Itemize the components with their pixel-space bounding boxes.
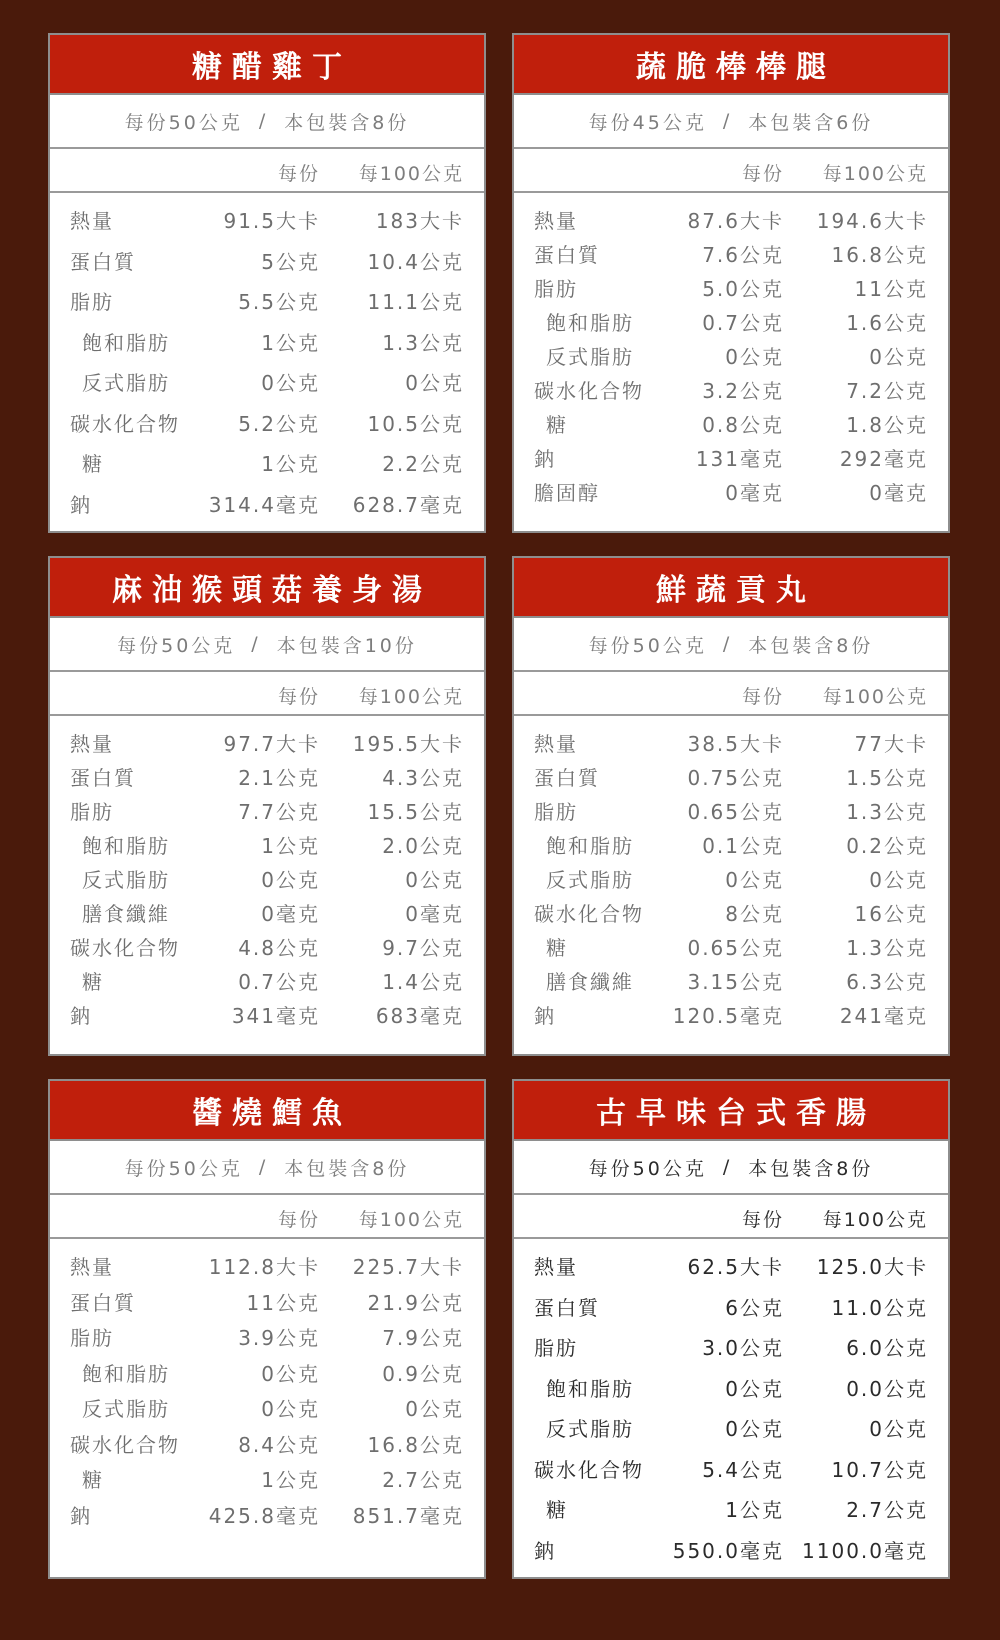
nutrient-per-100g: 6.3公克 <box>846 970 928 994</box>
nutrient-row <box>514 864 948 898</box>
nutrient-name: 反式脂肪 <box>546 345 634 369</box>
nutrient-name: 糖 <box>82 452 104 476</box>
column-header-per-serving: 每份 <box>741 163 784 185</box>
serving-info <box>50 95 484 149</box>
column-header-row <box>514 1195 948 1239</box>
nutrient-per-serving: 0公克 <box>261 371 320 395</box>
column-header-row <box>50 149 484 193</box>
serving-size: 每份45公克 <box>588 111 707 134</box>
nutrient-per-100g: 11公克 <box>854 277 928 301</box>
nutrient-per-serving: 0毫克 <box>725 481 784 505</box>
nutrient-row <box>50 286 484 327</box>
nutrient-per-serving: 0.1公克 <box>702 834 784 858</box>
nutrient-name: 蛋白質 <box>534 766 600 790</box>
nutrient-row <box>50 762 484 796</box>
nutrient-per-serving: 0.65公克 <box>687 800 784 824</box>
nutrient-name: 鈉 <box>534 1004 556 1028</box>
nutrient-per-serving: 1公克 <box>261 330 320 355</box>
nutrient-per-serving: 62.5大卡 <box>687 1255 784 1279</box>
column-header-per-serving: 每份 <box>741 1209 784 1231</box>
serving-size: 每份50公克 <box>117 634 236 657</box>
nutrient-rows <box>50 716 484 1034</box>
nutrient-per-100g: 0毫克 <box>405 902 464 926</box>
nutrient-per-100g: 7.2公克 <box>846 379 928 403</box>
nutrient-per-serving: 1公克 <box>725 1498 784 1522</box>
nutrient-per-100g: 6.0公克 <box>846 1336 928 1360</box>
nutrient-per-serving: 5.2公克 <box>238 411 320 436</box>
nutrient-row <box>514 205 948 239</box>
card-title: 蔬脆棒棒腿 <box>514 35 948 95</box>
nutrient-row <box>514 443 948 477</box>
nutrient-name: 脂肪 <box>70 800 114 824</box>
nutrient-per-serving: 550.0毫克 <box>672 1538 784 1563</box>
nutrient-per-100g: 1.3公克 <box>382 330 464 355</box>
package-count: 本包裝含8份 <box>284 111 410 134</box>
nutrient-name: 糖 <box>82 970 104 994</box>
nutrient-per-serving: 0.7公克 <box>238 970 320 994</box>
nutrient-row <box>514 932 948 966</box>
column-header-per-100g: 每100公克 <box>822 1209 928 1231</box>
nutrient-name: 膳食纖維 <box>546 970 634 994</box>
column-header-per-serving: 每份 <box>277 686 320 708</box>
nutrient-per-serving: 8公克 <box>725 902 784 926</box>
nutrient-per-100g: 16.8公克 <box>831 243 928 267</box>
nutrient-per-100g: 77大卡 <box>854 732 928 756</box>
nutrient-name: 飽和脂肪 <box>546 1376 634 1401</box>
nutrient-per-serving: 1公克 <box>261 1468 320 1492</box>
nutrient-name: 碳水化合物 <box>70 411 180 436</box>
nutrient-per-serving: 7.7公克 <box>238 800 320 824</box>
nutrient-name: 碳水化合物 <box>534 379 644 403</box>
nutrient-name: 熱量 <box>70 1255 114 1279</box>
nutrient-per-100g: 0.2公克 <box>846 834 928 858</box>
serving-separator: / <box>258 1156 269 1178</box>
nutrient-per-100g: 10.4公克 <box>367 249 464 274</box>
nutrient-per-100g: 292毫克 <box>839 447 928 471</box>
nutrition-card <box>48 33 486 533</box>
nutrient-name: 鈉 <box>534 447 556 471</box>
serving-info <box>514 618 948 672</box>
nutrient-per-100g: 1.3公克 <box>846 800 928 824</box>
nutrient-row <box>514 1413 948 1454</box>
column-header-per-100g: 每100公克 <box>358 1209 464 1231</box>
nutrient-row <box>50 864 484 898</box>
nutrient-per-serving: 8.4公克 <box>238 1432 320 1457</box>
nutrient-per-100g: 10.5公克 <box>367 411 464 436</box>
nutrient-row <box>50 966 484 1000</box>
nutrient-per-100g: 1.6公克 <box>846 311 928 335</box>
nutrient-per-serving: 97.7大卡 <box>223 732 320 756</box>
nutrient-row <box>50 1322 484 1358</box>
nutrient-per-serving: 4.8公克 <box>238 936 320 960</box>
nutrient-per-serving: 0.65公克 <box>687 936 784 960</box>
nutrient-name: 鈉 <box>70 1503 92 1528</box>
nutrient-row <box>514 477 948 511</box>
nutrient-row <box>514 1292 948 1333</box>
nutrient-per-serving: 0公克 <box>261 1397 320 1421</box>
nutrient-row <box>514 1494 948 1535</box>
nutrient-row <box>50 728 484 762</box>
nutrient-per-100g: 0.9公克 <box>382 1361 464 1386</box>
nutrient-name: 蛋白質 <box>534 243 600 267</box>
nutrient-name: 膳食纖維 <box>82 902 170 926</box>
nutrient-per-serving: 5.0公克 <box>702 277 784 301</box>
nutrient-row <box>50 1464 484 1500</box>
column-header-per-100g: 每100公克 <box>358 163 464 185</box>
column-header-row <box>50 1195 484 1239</box>
column-header-row <box>514 149 948 193</box>
nutrient-per-100g: 7.9公克 <box>382 1326 464 1350</box>
nutrition-card <box>48 1079 486 1579</box>
nutrient-per-100g: 0公克 <box>869 345 928 369</box>
serving-separator: / <box>251 633 261 655</box>
nutrient-row <box>514 898 948 932</box>
nutrient-name: 鈉 <box>534 1538 556 1563</box>
nutrient-row <box>50 367 484 408</box>
nutrient-per-serving: 0毫克 <box>261 902 320 926</box>
nutrient-per-serving: 5公克 <box>261 249 320 274</box>
nutrient-row <box>514 796 948 830</box>
nutrient-rows <box>50 193 484 529</box>
nutrient-row <box>514 1332 948 1373</box>
nutrient-name: 脂肪 <box>70 290 114 314</box>
nutrient-name: 飽和脂肪 <box>546 834 634 858</box>
nutrient-name: 蛋白質 <box>70 249 136 274</box>
nutrient-per-100g: 9.7公克 <box>382 936 464 960</box>
nutrient-name: 碳水化合物 <box>70 936 180 960</box>
card-title: 醬燒鱈魚 <box>50 1081 484 1141</box>
nutrient-name: 反式脂肪 <box>82 1397 170 1421</box>
nutrient-per-100g: 0公克 <box>869 1417 928 1441</box>
nutrient-name: 熱量 <box>534 732 578 756</box>
nutrient-row <box>50 932 484 966</box>
nutrient-per-serving: 3.2公克 <box>702 379 784 403</box>
serving-size: 每份50公克 <box>588 634 707 657</box>
serving-separator: / <box>722 633 733 655</box>
nutrient-per-serving: 0公克 <box>261 1361 320 1386</box>
serving-info <box>50 1141 484 1195</box>
nutrient-per-100g: 1.4公克 <box>382 970 464 994</box>
nutrient-per-serving: 314.4毫克 <box>208 492 320 517</box>
nutrient-per-100g: 683毫克 <box>375 1004 464 1028</box>
nutrient-row <box>50 1393 484 1429</box>
column-header-per-100g: 每100公克 <box>822 163 928 185</box>
nutrient-name: 碳水化合物 <box>70 1432 180 1457</box>
nutrient-per-100g: 15.5公克 <box>367 800 464 824</box>
package-count: 本包裝含8份 <box>748 1157 874 1180</box>
nutrient-row <box>514 1535 948 1576</box>
nutrient-per-100g: 0公克 <box>405 868 464 892</box>
nutrient-name: 脂肪 <box>70 1326 114 1350</box>
nutrient-per-serving: 1公克 <box>261 834 320 858</box>
nutrient-per-100g: 0毫克 <box>869 481 928 505</box>
nutrient-row <box>50 1429 484 1465</box>
column-header-row <box>50 672 484 716</box>
nutrient-per-serving: 2.1公克 <box>238 766 320 790</box>
nutrient-per-100g: 194.6大卡 <box>816 209 928 233</box>
serving-info <box>514 95 948 149</box>
nutrient-row <box>514 375 948 409</box>
nutrient-per-100g: 1100.0毫克 <box>802 1538 928 1563</box>
column-header-per-serving: 每份 <box>277 163 320 185</box>
nutrient-row <box>50 1000 484 1034</box>
nutrient-row <box>514 1251 948 1292</box>
nutrient-name: 鈉 <box>70 1004 92 1028</box>
nutrient-rows <box>514 193 948 511</box>
nutrient-name: 熱量 <box>70 732 114 756</box>
nutrient-per-100g: 183大卡 <box>375 209 464 233</box>
nutrient-name: 飽和脂肪 <box>82 330 170 355</box>
nutrient-row <box>514 1454 948 1495</box>
nutrient-name: 糖 <box>546 1498 568 1522</box>
nutrient-per-serving: 0公克 <box>725 345 784 369</box>
nutrient-per-100g: 21.9公克 <box>367 1290 464 1315</box>
nutrient-per-serving: 6公克 <box>725 1295 784 1320</box>
nutrient-per-100g: 0公克 <box>405 1397 464 1421</box>
nutrient-per-serving: 0公克 <box>725 1376 784 1401</box>
card-title: 古早味台式香腸 <box>514 1081 948 1141</box>
nutrient-per-100g: 628.7毫克 <box>352 492 464 517</box>
nutrient-name: 碳水化合物 <box>534 1457 644 1482</box>
nutrient-name: 脂肪 <box>534 800 578 824</box>
nutrient-per-100g: 11.1公克 <box>367 290 464 314</box>
nutrition-card <box>48 556 486 1056</box>
serving-separator: / <box>258 110 269 132</box>
nutrient-per-100g: 1.5公克 <box>846 766 928 790</box>
nutrient-name: 熱量 <box>70 209 114 233</box>
nutrient-row <box>50 489 484 530</box>
nutrient-name: 熱量 <box>534 1255 578 1279</box>
nutrient-row <box>50 327 484 368</box>
nutrient-row <box>514 728 948 762</box>
nutrient-row <box>514 830 948 864</box>
nutrient-per-serving: 1公克 <box>261 452 320 476</box>
column-header-per-100g: 每100公克 <box>358 686 464 708</box>
nutrient-row <box>50 1287 484 1323</box>
nutrition-card <box>512 1079 950 1579</box>
nutrient-per-100g: 2.2公克 <box>382 452 464 476</box>
serving-size: 每份50公克 <box>124 1157 243 1180</box>
nutrient-row <box>50 796 484 830</box>
serving-separator: / <box>722 110 733 132</box>
nutrient-row <box>50 830 484 864</box>
nutrient-name: 脂肪 <box>534 277 578 301</box>
nutrient-per-serving: 5.4公克 <box>702 1457 784 1482</box>
nutrient-per-serving: 0公克 <box>725 868 784 892</box>
nutrition-card <box>512 33 950 533</box>
nutrient-per-100g: 16.8公克 <box>367 1432 464 1457</box>
nutrient-name: 糖 <box>546 413 568 437</box>
nutrient-per-serving: 7.6公克 <box>702 243 784 267</box>
nutrient-per-serving: 38.5大卡 <box>687 732 784 756</box>
package-count: 本包裝含8份 <box>748 634 874 657</box>
nutrient-row <box>514 1000 948 1034</box>
nutrient-per-serving: 91.5大卡 <box>223 209 320 233</box>
nutrient-name: 糖 <box>82 1468 104 1492</box>
nutrient-per-100g: 241毫克 <box>839 1004 928 1028</box>
serving-info <box>50 618 484 672</box>
nutrient-per-serving: 5.5公克 <box>238 290 320 314</box>
nutrient-per-100g: 195.5大卡 <box>352 732 464 756</box>
nutrient-per-100g: 16公克 <box>854 902 928 926</box>
nutrient-per-serving: 0公克 <box>261 868 320 892</box>
package-count: 本包裝含6份 <box>748 111 874 134</box>
nutrient-name: 蛋白質 <box>70 1290 136 1315</box>
nutrient-per-serving: 425.8毫克 <box>208 1503 320 1528</box>
nutrient-row <box>50 448 484 489</box>
nutrient-name: 飽和脂肪 <box>546 311 634 335</box>
nutrient-per-100g: 125.0大卡 <box>816 1255 928 1279</box>
card-title: 麻油猴頭菇養身湯 <box>50 558 484 618</box>
package-count: 本包裝含10份 <box>276 634 417 657</box>
nutrient-row <box>514 307 948 341</box>
nutrient-row <box>514 762 948 796</box>
nutrient-per-serving: 341毫克 <box>231 1004 320 1028</box>
nutrient-name: 蛋白質 <box>534 1295 600 1320</box>
nutrient-row <box>50 898 484 932</box>
nutrient-name: 反式脂肪 <box>82 371 170 395</box>
nutrient-name: 脂肪 <box>534 1336 578 1360</box>
nutrient-row <box>514 341 948 375</box>
card-title: 鮮蔬貢丸 <box>514 558 948 618</box>
nutrient-rows <box>514 1239 948 1575</box>
nutrient-per-100g: 2.0公克 <box>382 834 464 858</box>
nutrient-per-100g: 4.3公克 <box>382 766 464 790</box>
nutrient-per-100g: 0.0公克 <box>846 1376 928 1401</box>
serving-info <box>514 1141 948 1195</box>
nutrient-per-serving: 112.8大卡 <box>208 1255 320 1279</box>
nutrient-row <box>50 205 484 246</box>
nutrient-per-serving: 120.5毫克 <box>672 1004 784 1028</box>
nutrient-name: 熱量 <box>534 209 578 233</box>
nutrient-row <box>50 408 484 449</box>
nutrient-name: 膽固醇 <box>534 481 600 505</box>
nutrient-row <box>514 239 948 273</box>
nutrient-name: 反式脂肪 <box>82 868 170 892</box>
nutrient-per-serving: 0.75公克 <box>687 766 784 790</box>
package-count: 本包裝含8份 <box>284 1157 410 1180</box>
nutrient-row <box>514 409 948 443</box>
nutrient-per-100g: 1.3公克 <box>846 936 928 960</box>
nutrient-rows <box>50 1239 484 1535</box>
nutrient-per-serving: 0.7公克 <box>702 311 784 335</box>
card-title: 糖醋雞丁 <box>50 35 484 95</box>
nutrient-per-serving: 3.15公克 <box>687 970 784 994</box>
nutrient-name: 糖 <box>546 936 568 960</box>
nutrient-per-serving: 3.9公克 <box>238 1326 320 1350</box>
serving-separator: / <box>722 1156 733 1178</box>
nutrient-row <box>50 1500 484 1536</box>
nutrient-name: 鈉 <box>70 492 92 517</box>
serving-size: 每份50公克 <box>588 1157 707 1180</box>
nutrient-per-100g: 0公克 <box>405 371 464 395</box>
nutrient-per-serving: 87.6大卡 <box>687 209 784 233</box>
nutrient-per-100g: 11.0公克 <box>831 1295 928 1320</box>
nutrient-per-100g: 0公克 <box>869 868 928 892</box>
nutrient-row <box>514 273 948 307</box>
nutrient-per-100g: 2.7公克 <box>846 1498 928 1522</box>
nutrient-per-100g: 225.7大卡 <box>352 1255 464 1279</box>
nutrient-per-serving: 3.0公克 <box>702 1336 784 1360</box>
nutrient-per-100g: 10.7公克 <box>831 1457 928 1482</box>
nutrient-name: 飽和脂肪 <box>82 834 170 858</box>
nutrient-name: 反式脂肪 <box>546 1417 634 1441</box>
column-header-per-100g: 每100公克 <box>822 686 928 708</box>
nutrient-name: 碳水化合物 <box>534 902 644 926</box>
nutrient-per-100g: 1.8公克 <box>846 413 928 437</box>
nutrient-row <box>50 1358 484 1394</box>
nutrient-row <box>50 1251 484 1287</box>
nutrient-name: 反式脂肪 <box>546 868 634 892</box>
nutrient-per-100g: 2.7公克 <box>382 1468 464 1492</box>
nutrient-per-100g: 851.7毫克 <box>352 1503 464 1528</box>
column-header-per-serving: 每份 <box>277 1209 320 1231</box>
column-header-row <box>514 672 948 716</box>
nutrient-per-serving: 131毫克 <box>695 447 784 471</box>
nutrient-row <box>514 966 948 1000</box>
nutrient-per-serving: 11公克 <box>246 1290 320 1315</box>
nutrition-card <box>512 556 950 1056</box>
nutrient-per-serving: 0公克 <box>725 1417 784 1441</box>
nutrient-per-serving: 0.8公克 <box>702 413 784 437</box>
nutrient-row <box>50 246 484 287</box>
nutrient-rows <box>514 716 948 1034</box>
nutrient-row <box>514 1373 948 1414</box>
nutrient-name: 飽和脂肪 <box>82 1361 170 1386</box>
nutrient-name: 蛋白質 <box>70 766 136 790</box>
serving-size: 每份50公克 <box>124 111 243 134</box>
column-header-per-serving: 每份 <box>741 686 784 708</box>
